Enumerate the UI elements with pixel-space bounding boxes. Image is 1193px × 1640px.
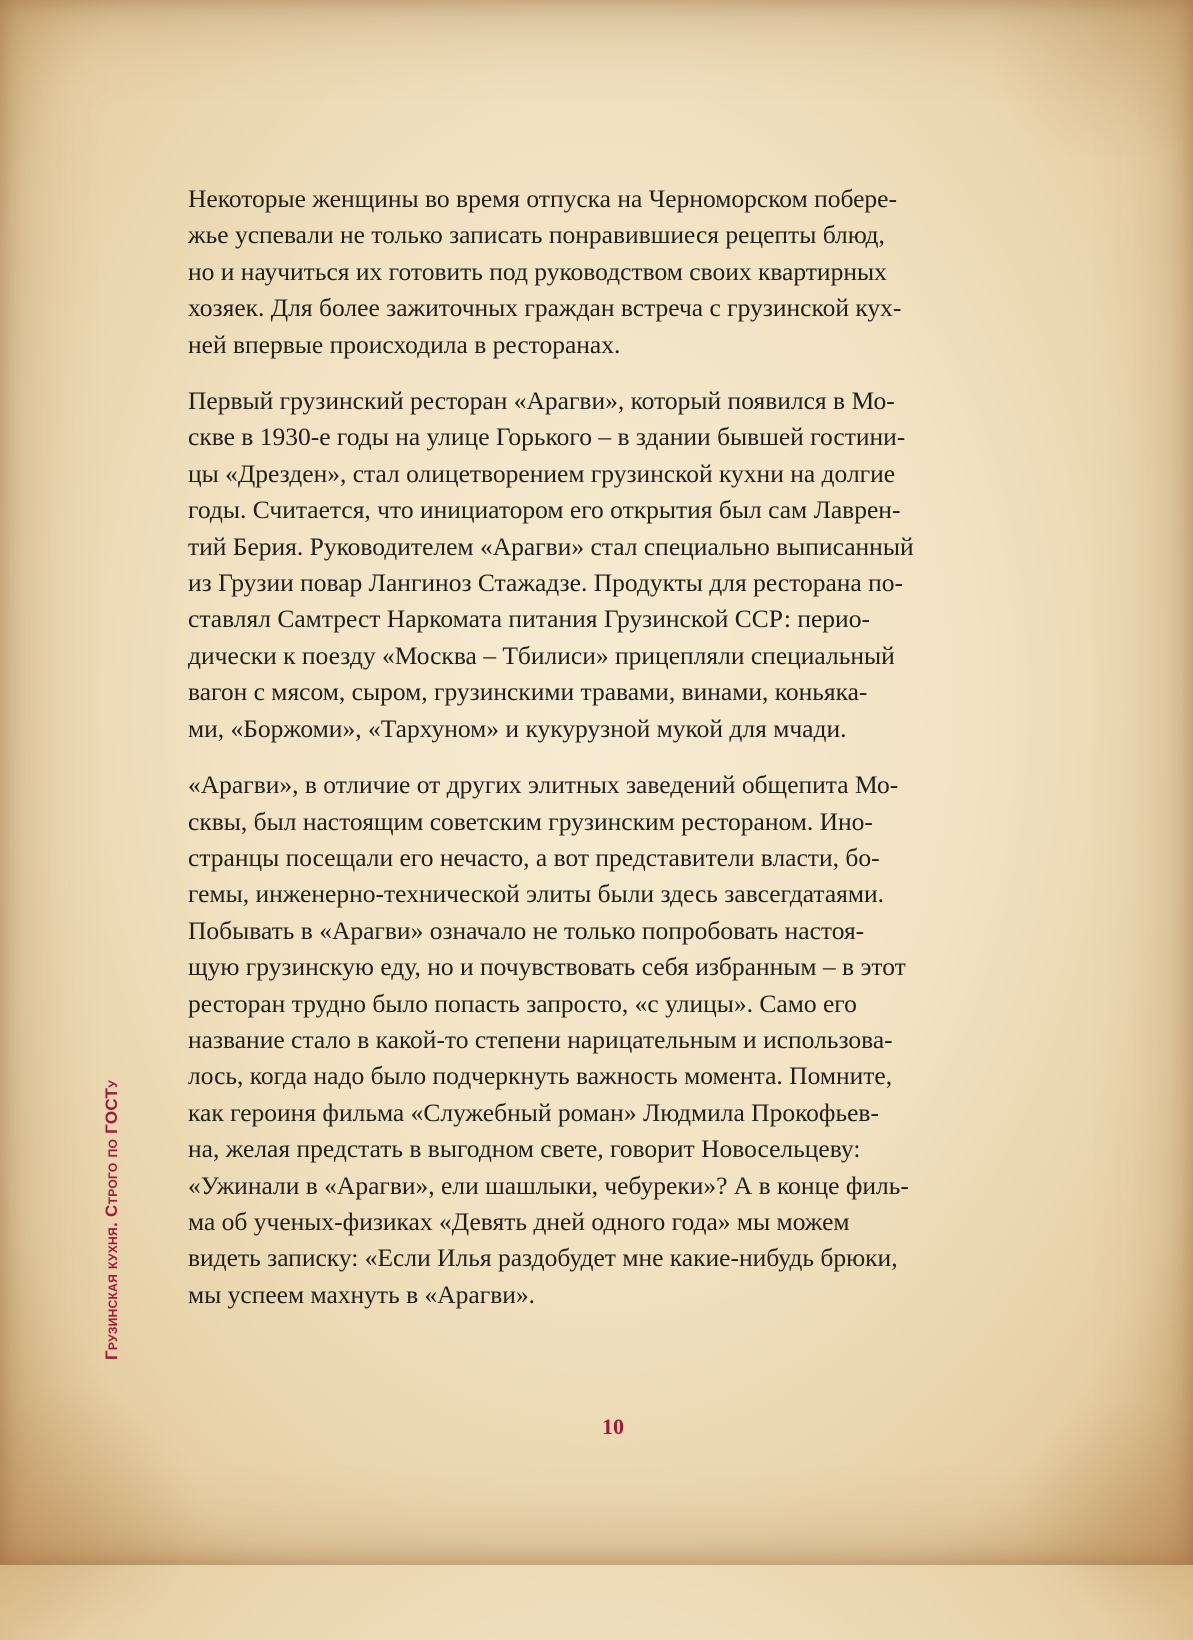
text-line: щую грузинскую еду, но и почувствовать себя избранным – в этот [188, 952, 906, 982]
text-line: дически к поезду «Москва – Тбилиси» прицепляли специальный [188, 640, 895, 670]
text-line: Некоторые женщины во время отпуска на Черноморском побере- [188, 184, 897, 213]
text-line: странцы посещали его нечасто, а вот представители власти, бо- [188, 842, 880, 872]
book-title-running-head: Грузинская кухня. Строго по ГОСТу [102, 1080, 121, 1360]
text-line: как героиня фильма «Служебный роман» Людмила Прокофьев- [188, 1097, 879, 1127]
text-line: мы успеем махнуть в «Арагви». [188, 1279, 536, 1309]
text-line: ма об ученых-физиках «Девять дней одного года» мы можем [188, 1206, 850, 1236]
text-line: хозяек. Для более зажиточных граждан встреча с грузинской кух- [188, 293, 902, 323]
text-line: сквы, был настоящим советским грузинским рестораном. Ино- [188, 806, 873, 836]
text-line: ставлял Самтрест Наркомата питания Грузинской ССР: перио- [188, 604, 870, 634]
paragraph-3 [188, 767, 1034, 1313]
text-line: название стало в какой-то степени нарицательным и использова- [188, 1024, 893, 1054]
paragraph-2 [188, 383, 1034, 747]
text-line: на, желая предстать в выгодном свете, говорит Новосельцеву: [188, 1134, 861, 1164]
body-text [188, 181, 1034, 1333]
text-line: «Арагви», в отличие от других элитных заведений общепита Мо- [188, 770, 899, 800]
text-line: ней впервые происходила в ресторанах. [188, 329, 621, 359]
text-line: Первый грузинский ресторан «Арагви», который появился в Мо- [188, 386, 895, 416]
text-line: тий Берия. Руководителем «Арагви» стал специально выписанный [188, 531, 914, 561]
text-line: но и научиться их готовить под руководством своих квартирных [188, 256, 887, 286]
text-line: ресторан трудно было попасть запросто, «с улицы». Само его [188, 988, 857, 1018]
text-line: из Грузии повар Лангиноз Стажадзе. Продукты для ресторана по- [188, 568, 903, 598]
text-line: цы «Дрезден», стал олицетворением грузинской кухни на долгие [188, 458, 896, 488]
page-number: 10 [602, 1414, 624, 1439]
paragraph-1 [188, 181, 1034, 363]
text-line: жье успевали не только записать понравившиеся рецепты блюд, [188, 220, 885, 250]
text-line: Побывать в «Арагви» означало не только попробовать настоя- [188, 915, 865, 945]
text-line: «Ужинали в «Арагви», ели шашлыки, чебуреки»? А в конце филь- [188, 1170, 909, 1200]
text-line: скве в 1930-е годы на улице Горького – в здании бывшей гостини- [188, 422, 906, 452]
text-line: ми, «Боржоми», «Тархуном» и кукурузной мукой для мчади. [188, 713, 847, 743]
text-line: гемы, инженерно-технической элиты были здесь завсегдатаями. [188, 879, 885, 909]
text-line: видеть записку: «Если Илья раздобудет мне какие-нибудь брюки, [188, 1243, 898, 1273]
paper-stain [980, 0, 1193, 160]
text-line: годы. Считается, что инициатором его открытия был сам Лаврен- [188, 495, 901, 525]
text-line: вагон с мясом, сыром, грузинскими травами, винами, коньяка- [188, 677, 868, 707]
text-line: лось, когда надо было подчеркнуть важность момента. Помните, [188, 1061, 893, 1091]
